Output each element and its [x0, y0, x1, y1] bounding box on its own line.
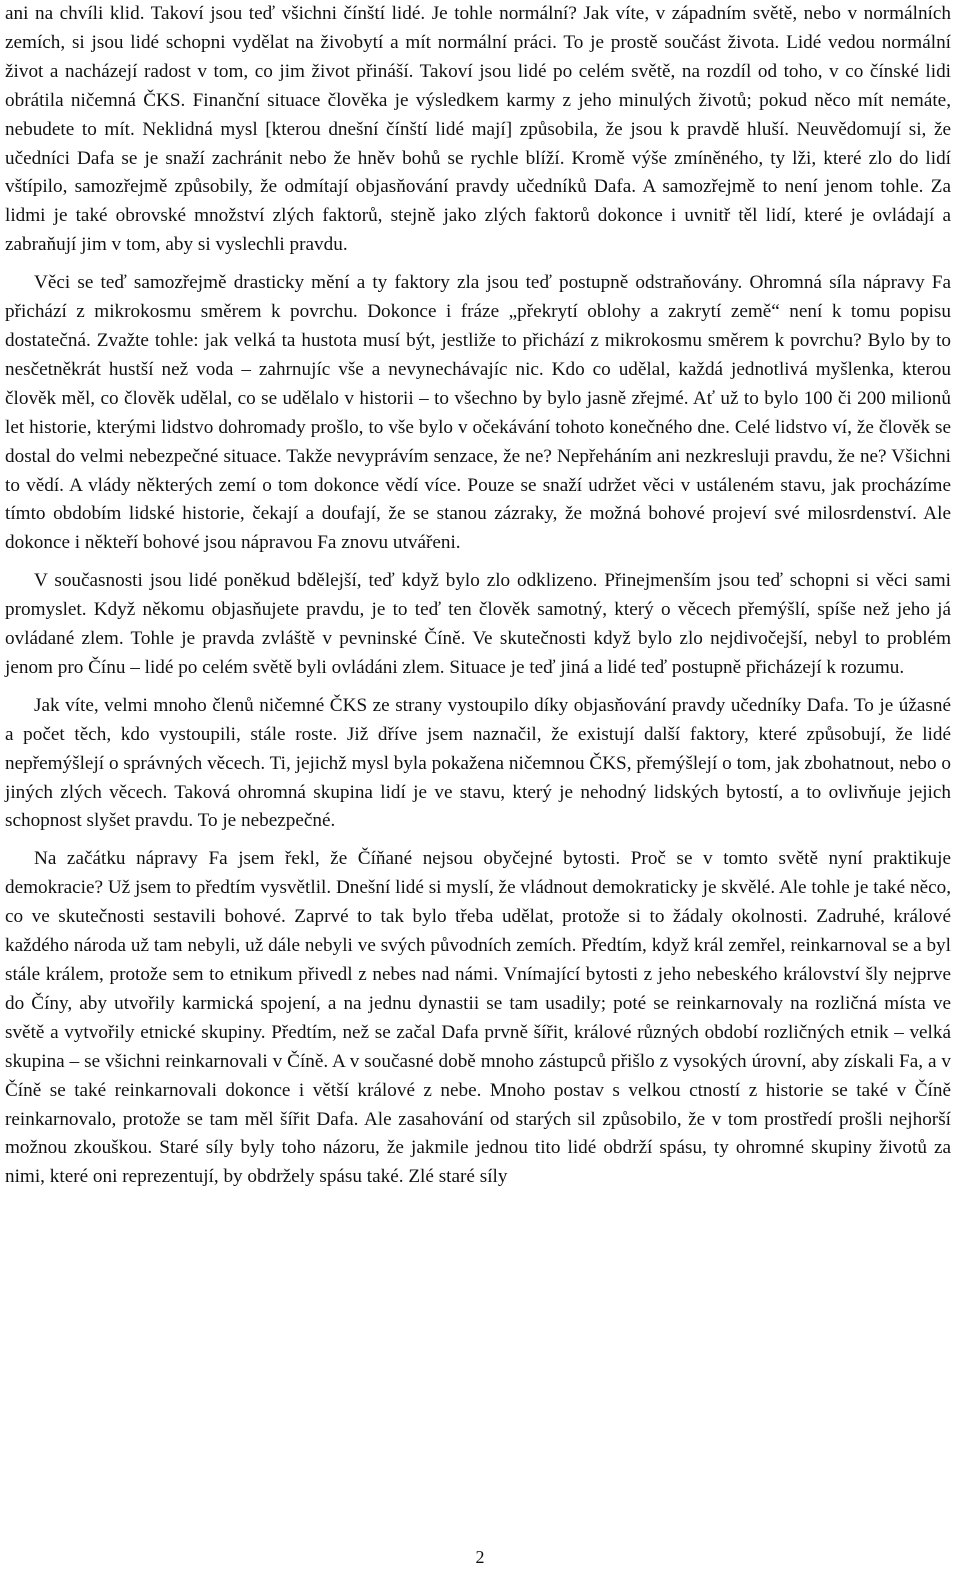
- paragraph-5: Na začátku nápravy Fa jsem řekl, že Číňané nejsou obyčejné bytosti. Proč se v tomto světě nyní praktikuje demokracie? Už jsem to předtím vysvětlil. Dnešní lidé si myslí, že vládnout demokraticky je skvělé. Ale tohle je také něco, co ve skutečnosti sestavili bohové. Zaprvé to tak bylo třeba udělat, protože si to žádaly okolnosti. Zadruhé, králové každého národa už tam nebyli, už dále nebyli ve svých původních zemích. Předtím, když král zemřel, reinkarnoval se a byl stále králem, protože sem to etnikum přivedl z nebes nad námi. Vnímající bytosti z jeho nebeského království šly nejprve do Číny, aby utvořily karmická spojení, a na jednu dynastii se tam usadily; poté se reinkarnovaly na rozličná místa ve světě a vytvořily etnické skupiny. Předtím, než se začal Dafa prvně šířit, králové různých období rozličných etnik – velká skupina – se všichni reinkarnovali v Číně. A v současné době mnoho zástupců přišlo z vysokých úrovní, aby získali Fa, a v Číně se také reinkarnovali dokonce i větší králové z nebe. Mnoho postav s velkou ctností z historie se také v Číně reinkarnovalo, protože se tam měl šířit Dafa. Ale zasahování od starých sil způsobilo, že v tom prostředí prošli nejhorší možnou zkouškou. Staré síly byly toho názoru, že jakmile jednou tito lidé obdrží spásu, ty ohromné skupiny životů za nimi, které oni reprezentují, by obdržely spásu také. Zlé staré síly: [5, 848, 951, 1188]
- paragraph-4: Jak víte, velmi mnoho členů ničemné ČKS ze strany vystoupilo díky objasňování pravdy učedníky Dafa. To je úžasné a počet těch, kdo vystoupili, stále roste. Již dříve jsem naznačil, že existují další faktory, které způsobují, že lidé nepřemýšlejí o správných věcech. Ti, jejichž mysl byla pokažena ničemnou ČKS, přemýšlejí o tom, jak zbohatnout, nebo o jiných zlých věcech. Taková ohromná skupina lidí je ve stavu, který je nehodný lidských bytostí, a to ovlivňuje jejich schopnost slyšet pravdu. To je nebezpečné.: [5, 694, 951, 832]
- paragraph-2: Věci se teď samozřejmě drasticky mění a ty faktory zla jsou teď postupně odstraňovány. Ohromná síla nápravy Fa přichází z mikrokosmu směrem k povrchu. Dokonce i fráze „překrytí oblohy a zakrytí země“ není k tomu popisu dostatečná. Zvažte tohle: jak velká ta hustota musí být, jestliže to přichází z mikrokosmu směrem k povrchu? Bylo by to nesčetněkrát hustší než voda – zahrnujíc vše a nevynechávajíc nic. Kdo co udělal, každá jednotlivá myšlenka, kterou člověk měl, co člověk udělal, co se udělalo v historii – to všechno by bylo jasně zřejmé. Ať už to bylo 100 či 200 milionů let historie, kterými lidstvo dohromady prošlo, to vše bylo v očekávání tohoto konečného dne. Celé lidstvo ví, že člověk se dostal do velmi nebezpečné situace. Takže nevyprávím senzace, že ne? Nepřeháním ani nezkresluji pravdu, že ne? Všichni to vědí. A vlády některých zemí o tom dokonce vědí více. Pouze se snaží udržet věci v ustáleném stavu, jak procházíme tímto obdobím lidské historie, čekají a doufají, že se stanou zázraky, že možná bohové projeví své milosrdenství. Ale dokonce i někteří bohové jsou nápravou Fa znovu utvářeni.: [5, 272, 951, 554]
- paragraph-3: V současnosti jsou lidé poněkud bdělejší, teď když bylo zlo odklizeno. Přinejmenším jsou teď schopni si věci sami promyslet. Když někomu objasňujete pravdu, je to teď ten člověk samotný, který o věcech přemýšlí, spíše než jeho já ovládané zlem. Tohle je pravda zvláště v pevninské Číně. Ve skutečnosti když bylo zlo nejdivočejší, nebyl to problém jenom pro Čínu – lidé po celém světě byli ovládáni zlem. Situace je teď jiná a lidé teď postupně přicházejí k rozumu.: [5, 570, 951, 678]
- page-number: 2: [475, 1547, 485, 1567]
- document-page: [5, 0, 951, 1192]
- paragraph-1: ani na chvíli klid. Takoví jsou teď všichni čínští lidé. Je tohle normální? Jak víte, v západním světě, nebo v normálních zemích, si jsou lidé schopni vydělat na živobytí a mít normální práci. To je prostě součást života. Lidé vedou normální život a nacházejí radost v tom, co jim život přináší. Takoví jsou lidé po celém světě, na rozdíl od toho, v co čínské lidi obrátila ničemná ČKS. Finanční situace člověka je výsledkem karmy z jeho minulých životů; pokud něco mít nemáte, nebudete to mít. Neklidná mysl [kterou dnešní čínští lidé mají] způsobila, že jsou k pravdě hluší. Neuvědomují si, že učedníci Dafa se je snaží zachránit nebo že hněv bohů se rychle blíží. Kromě výše zmíněného, ty lži, které zlo do lidí vštípilo, samozřejmě způsobily, že odmítají objasňování pravdy učedníků Dafa. A samozřejmě to není jenom tohle. Za lidmi je také obrovské množství zlých faktorů, stejně jako zlých faktorů dokonce i uvnitř těl lidí, které je ovládají a zabraňují jim v tom, aby si vyslechli pravdu.: [5, 3, 951, 256]
